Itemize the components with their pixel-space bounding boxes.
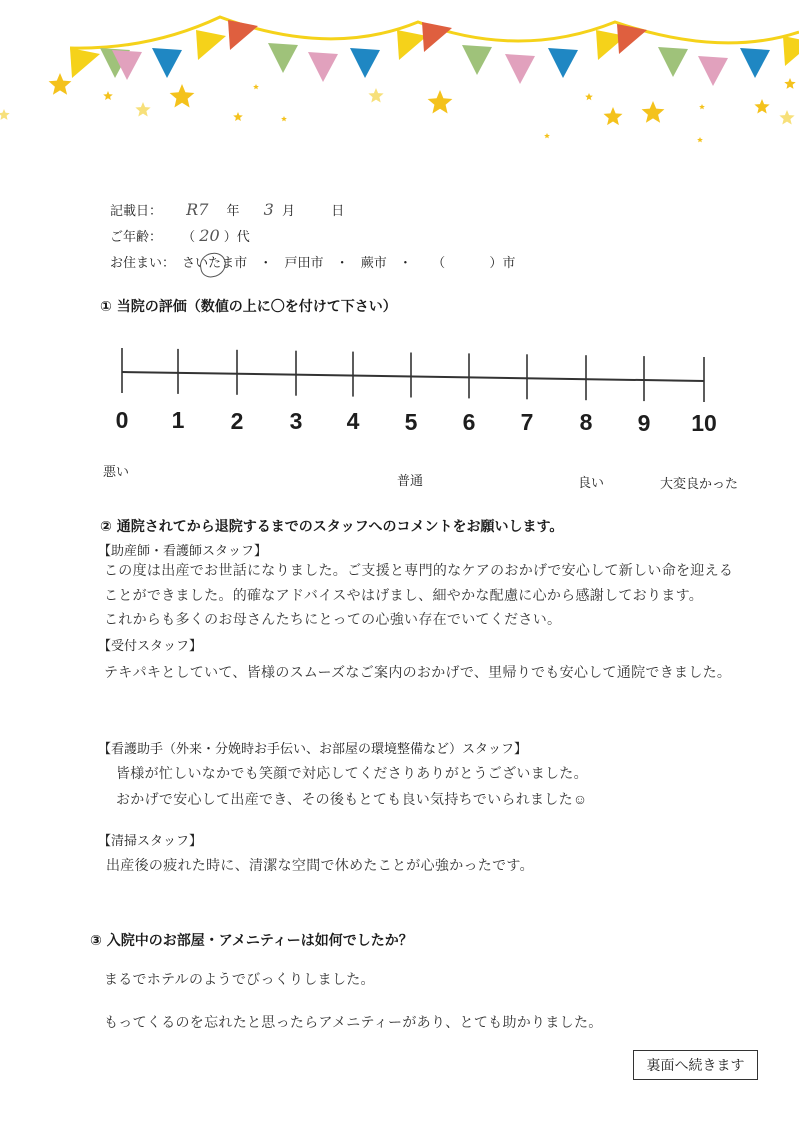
comment-midwife-line-3[interactable]: これからも多くのお母さんたちにとっての心強い存在でいてください。: [104, 613, 562, 628]
comment-assistant-line-1[interactable]: 皆様が忙しいなかでも笑顔で対応してくださりありがとうございました。: [116, 767, 588, 782]
group-label-cleaning: 【清掃スタッフ】: [98, 834, 203, 849]
residence-other-close-paren: ）市: [489, 256, 516, 271]
continue-label: 裏面へ続きます: [646, 1058, 745, 1074]
scale-label-bad: 悪い: [103, 465, 130, 480]
rating-option-8[interactable]: 8: [579, 409, 593, 436]
residence-other-open-paren: （: [432, 256, 446, 271]
separator-dot: ・: [398, 256, 412, 271]
section1-title: ① 当院の評価（数値の上に〇を付けて下さい）: [100, 299, 397, 315]
section2-title: ② 通院されてから退院するまでのスタッフへのコメントをお願いします。: [100, 519, 564, 535]
rating-option-10[interactable]: 10: [691, 410, 717, 436]
rating-option-1[interactable]: 1: [171, 407, 185, 434]
comment-assistant-line-2[interactable]: おかげで安心して出産でき、その後もとても良い気持ちでいられました☺: [116, 793, 588, 808]
group-label-midwife-nurse: 【助産師・看護師スタッフ】: [98, 544, 268, 559]
scale-label-very-good: 大変良かった: [660, 477, 739, 492]
residence-option-warabi[interactable]: 蕨市: [360, 256, 387, 271]
comment-midwife-line-1[interactable]: この度は出産でお世話になりました。ご支援と専門的なケアのおかげで安心して新しい命を迎える: [104, 564, 734, 579]
age-label: ご年齢：: [110, 230, 163, 245]
comment-cleaning-line-1[interactable]: 出産後の疲れた時に、清潔な空間で休めたことが心強かったです。: [106, 859, 534, 874]
rating-option-5[interactable]: 5: [404, 408, 418, 435]
rating-option-2[interactable]: 2: [230, 407, 244, 434]
separator-dot: ・: [335, 256, 349, 271]
year-unit-label: 年: [226, 204, 240, 219]
residence-option-saitama-label: さいたま市: [182, 256, 248, 271]
group-label-nursing-assistant: 【看護助手（外来・分娩時お手伝い、お部屋の環境整備など）スタッフ】: [98, 742, 528, 757]
rating-option-3[interactable]: 3: [289, 407, 303, 434]
residence-option-toda[interactable]: 戸田市: [284, 256, 324, 271]
date-label: 記載日：: [110, 204, 163, 219]
group-label-reception: 【受付スタッフ】: [98, 639, 203, 654]
age-close-paren: ）代: [223, 230, 250, 245]
residence-label: お住まい：: [110, 256, 176, 271]
scale-label-good: 良い: [578, 476, 605, 491]
rating-option-9[interactable]: 9: [637, 409, 651, 436]
comment-room-line-1[interactable]: まるでホテルのようでびっくりしました。: [104, 973, 375, 988]
rating-option-0[interactable]: 0: [115, 407, 129, 433]
comment-room-line-2[interactable]: もってくるのを忘れたと思ったらアメニティーがあり、とても助かりました。: [104, 1016, 603, 1031]
date-era-year-value[interactable]: R7: [186, 200, 209, 219]
month-unit-label: 月: [282, 204, 296, 219]
age-value[interactable]: 20: [199, 226, 220, 245]
continue-on-back-box: [633, 1050, 758, 1080]
section3-title: ③ 入院中のお部屋・アメニティーは如何でしたか？: [90, 933, 413, 949]
comment-reception-line-1[interactable]: テキパキとしていて、皆様のスムーズなご案内のおかげで、里帰りでも安心して通院できました。: [104, 666, 732, 681]
rating-option-6[interactable]: 6: [462, 408, 476, 435]
rating-scale-line: [0, 0, 799, 440]
separator-dot: ・: [259, 256, 273, 271]
rating-option-4[interactable]: 4: [346, 408, 360, 435]
date-month-value[interactable]: 3: [263, 200, 274, 219]
age-open-paren: （: [182, 230, 196, 245]
day-unit-label: 日: [331, 204, 345, 219]
scale-label-normal: 普通: [397, 474, 424, 489]
comment-midwife-line-2[interactable]: ことができました。的確なアドバイスやはげまし、細やかな配慮に心から感謝しております。: [104, 589, 704, 604]
rating-option-7[interactable]: 7: [520, 409, 534, 436]
